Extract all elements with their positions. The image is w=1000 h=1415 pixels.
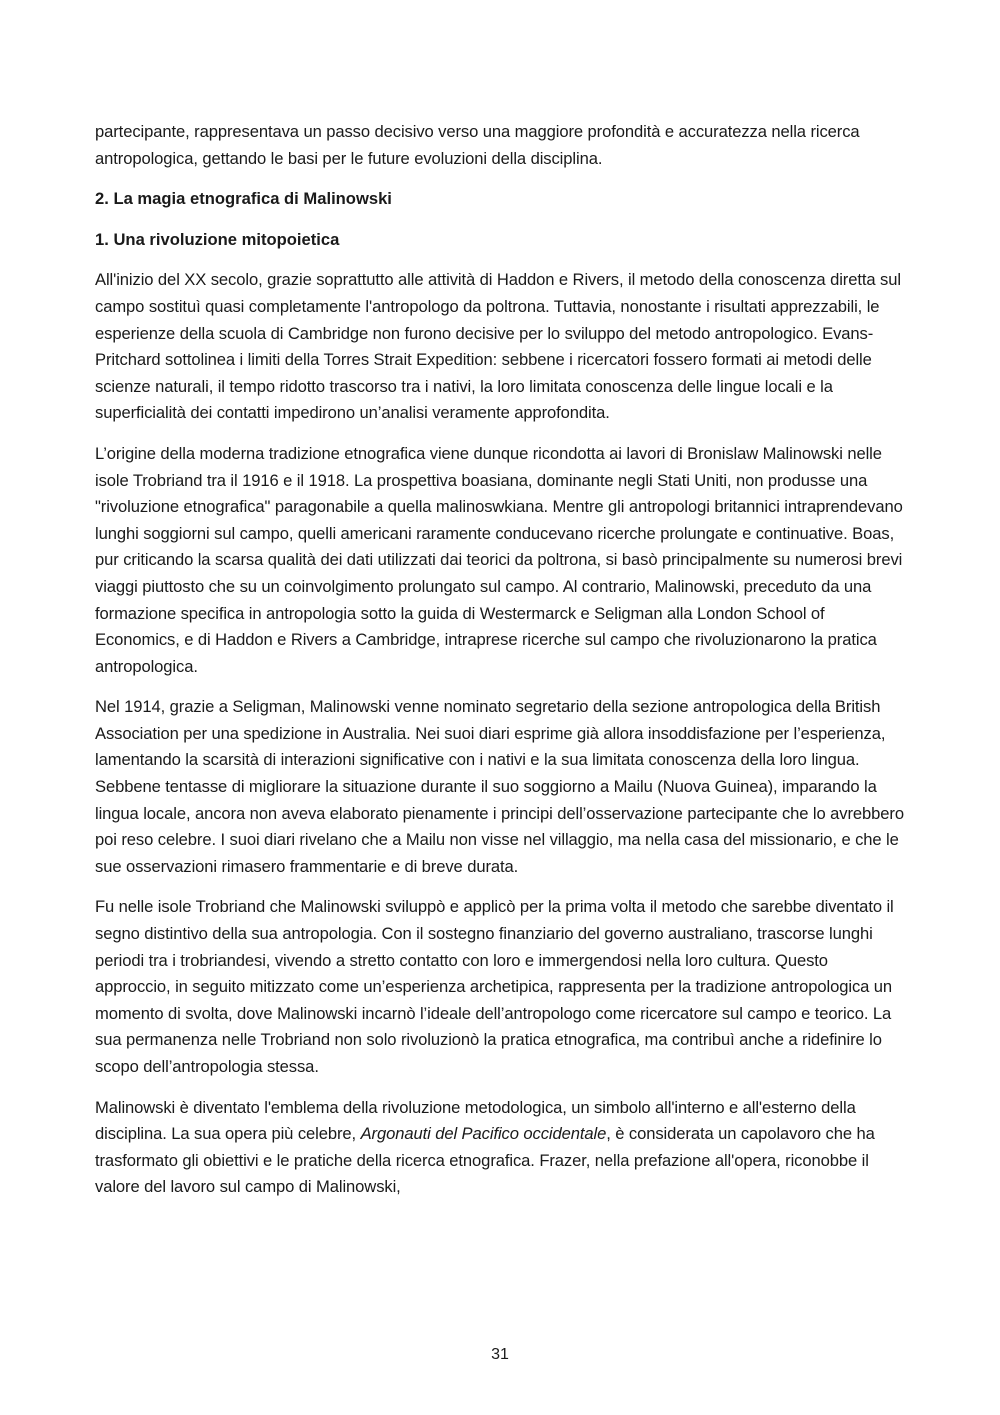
paragraph-1: All'inizio del XX secolo, grazie soprattutto alle attività di Haddon e Rivers, il metodo della conoscenza diretta sul campo sostituì quasi completamente l'antropologo da poltrona. Tuttavia, nonostante i risultati apprezzabili, le esperienze della scuola di Cambridge non furono decisive per lo sviluppo del metodo antropologico. Evans-Pritchard sottolinea i limiti della Torres Strait Expedition: sebbene i ricercatori fossero formati ai metodi delle scienze naturali, il tempo ridotto trascorso tra i nativi, la loro limitata conoscenza delle lingue locali e la superficialità dei contatti impedirono un’analisi veramente approfondita. — [95, 270, 901, 423]
subsection-heading: 1. Una rivoluzione mitopoietica — [95, 229, 340, 249]
page-number: 31 — [491, 1346, 509, 1363]
document-body — [95, 119, 907, 1215]
paragraph-5 — [95, 1095, 907, 1201]
section-heading: 2. La magia etnografica di Malinowski — [95, 189, 392, 209]
intro-paragraph: partecipante, rappresentava un passo decisivo verso una maggiore profondità e accuratezza nella ricerca antropologica, gettando le basi per le future evoluzioni della disciplina. — [95, 122, 860, 168]
paragraph-5-end: , è considerata un capolavoro che ha trasformato gli obiettivi e le pratiche della ricerca etnografica. Frazer, nella prefazione all'opera, riconobbe il valore del lavoro sul campo di Malinowski, — [95, 1124, 875, 1197]
paragraph-3: Nel 1914, grazie a Seligman, Malinowski venne nominato segretario della sezione antropologica della British Association per una spedizione in Australia. Nei suoi diari esprime già allora insoddisfazione per l’esperienza, lamentando la scarsità di interazioni significative con i nativi e la sua limitata conoscenza della loro lingua. Sebbene tentasse di migliorare la situazione durante il suo soggiorno a Mailu (Nuova Guinea), imparando la lingua locale, ancora non aveva elaborato pienamente i principi dell’osservazione partecipante che lo avrebbero poi reso celebre. I suoi diari rivelano che a Mailu non visse nel villaggio, ma nella casa del missionario, e che le sue osservazioni rimasero frammentarie e di breve durata. — [95, 697, 904, 876]
paragraph-4: Fu nelle isole Trobriand che Malinowski sviluppò e applicò per la prima volta il metodo che sarebbe diventato il segno distintivo della sua antropologia. Con il sostegno finanziario del governo australiano, trascorse lunghi periodi tra i trobriandesi, vivendo a stretto contatto con loro e immergendosi nella loro cultura. Questo approccio, in seguito mitizzato come un’esperienza archetipica, rappresenta per la tradizione antropologica un momento di svolta, dove Malinowski incarnò l’ideale dell’antropologo come ricercatore sul campo e teorico. La sua permanenza nelle Trobriand non solo rivoluzionò la pratica etnografica, ma contribuì anche a ridefinire lo scopo dell’antropologia stessa. — [95, 897, 894, 1076]
book-title: Argonauti del Pacifico occidentale — [360, 1124, 607, 1144]
paragraph-5-start: Malinowski è diventato l'emblema della rivoluzione metodologica, un simbolo all'interno e all'esterno della disciplina. La sua opera più celebre, — [95, 1097, 856, 1144]
paragraph-2: L’origine della moderna tradizione etnografica viene dunque ricondotta ai lavori di Bronislaw Malinowski nelle isole Trobriand tra il 1916 e il 1918. La prospettiva boasiana, dominante negli Stati Uniti, non produsse una "rivoluzione etnografica" paragonabile a quella malinoswkiana. Mentre gli antropologi britannici intraprendevano lunghi soggiorni sul campo, quelli americani raramente conducevano ricerche prolungate e continuative. Boas, pur criticando la scarsa qualità dei dati utilizzati dai teorici da poltrona, si basò principalmente su numerosi brevi viaggi piuttosto che su un coinvolgimento prolungato sul campo. Al contrario, Malinowski, preceduto da una formazione specifica in antropologia sotto la guida di Westermarck e Seligman alla London School of Economics, e di Haddon e Rivers a Cambridge, intraprese ricerche sul campo che rivoluzionarono la pratica antropologica. — [95, 443, 903, 676]
